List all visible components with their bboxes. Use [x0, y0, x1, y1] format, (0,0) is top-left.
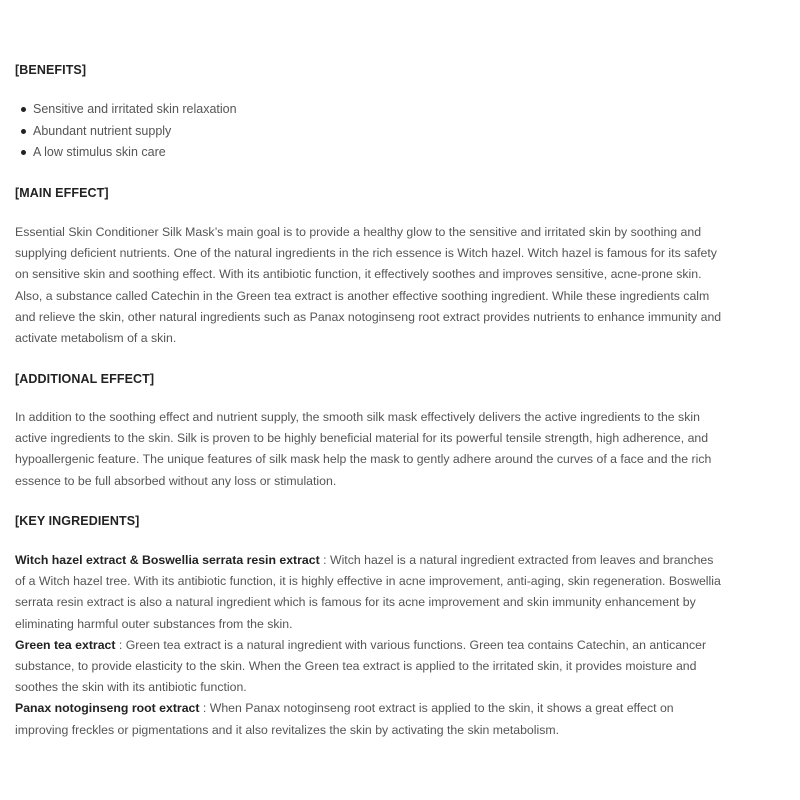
- additional-effect-text: In addition to the soothing effect and nutrient supply, the smooth silk mask effectively delivers the active ingredients to the skin active ingredients to the skin. Silk is proven to be highly beneficial material for its powerful tensile strength, high adherence, and hypoallergenic feature. The unique features of silk mask help the mask to gently adhere around the curves of a face and the rich essence to be full absorbed without any loss or stimulation.: [15, 410, 712, 488]
- benefits-heading: [BENEFITS]: [15, 63, 87, 77]
- benefits-list: [15, 99, 237, 164]
- ingredient-description: : Green tea extract is a natural ingredient with various functions. Green tea contains Catechin, an anticancer substance, to provide elasticity to the skin. When the Green tea extract is applied to the irritated skin, it provides moisture and soothes the skin with its antibiotic function.: [15, 637, 707, 695]
- key-ingredients-heading: [KEY INGREDIENTS]: [15, 514, 140, 528]
- benefit-item: A low stimulus skin care: [33, 142, 237, 164]
- ingredient-item: [15, 550, 727, 635]
- ingredient-name: Panax notoginseng root extract: [15, 701, 200, 716]
- benefit-item: Sensitive and irritated skin relaxation: [33, 99, 237, 121]
- key-ingredients-list: [15, 550, 727, 741]
- additional-effect-heading: [ADDITIONAL EFFECT]: [15, 372, 155, 386]
- ingredient-description: : When Panax notoginseng root extract is applied to the skin, it shows a great effect on improving freckles or pigmentations and it also revitalizes the skin by activating the skin metabolism.: [15, 701, 674, 737]
- ingredient-name: Witch hazel extract & Boswellia serrata resin extract: [15, 553, 320, 567]
- main-effect-text: Essential Skin Conditioner Silk Mask’s main goal is to provide a healthy glow to the sensitive and irritated skin by soothing and supplying deficient nutrients. One of the natural ingredients in the rich essence is Witch hazel. Witch hazel is famous for its safety on sensitive skin and soothing effect. With its antibiotic function, it effectively soothes and improves sensitive, acne-prone skin. Also, a substance called Catechin in the Green tea extract is another effective soothing ingredient. While these ingredients calm and relieve the skin, other natural ingredients such as Panax notoginseng root extract provides nutrients to enhance immunity and activate metabolism of a skin.: [15, 225, 722, 346]
- ingredient-item: [15, 635, 727, 699]
- benefit-item: Abundant nutrient supply: [33, 121, 237, 143]
- main-effect-heading: [MAIN EFFECT]: [15, 186, 109, 200]
- ingredient-name: Green tea extract: [15, 637, 116, 652]
- ingredient-item: [15, 698, 727, 740]
- ingredient-description: : Witch hazel is a natural ingredient extracted from leaves and branches of a Witch hazel tree. With its antibiotic function, it is highly effective in acne improvement, anti-aging, skin regeneration. Boswellia serrata resin extract is also a natural ingredient which is famous for its acne improvement and skin immunity enhancement by eliminating harmful outer substances from the skin.: [15, 553, 721, 631]
